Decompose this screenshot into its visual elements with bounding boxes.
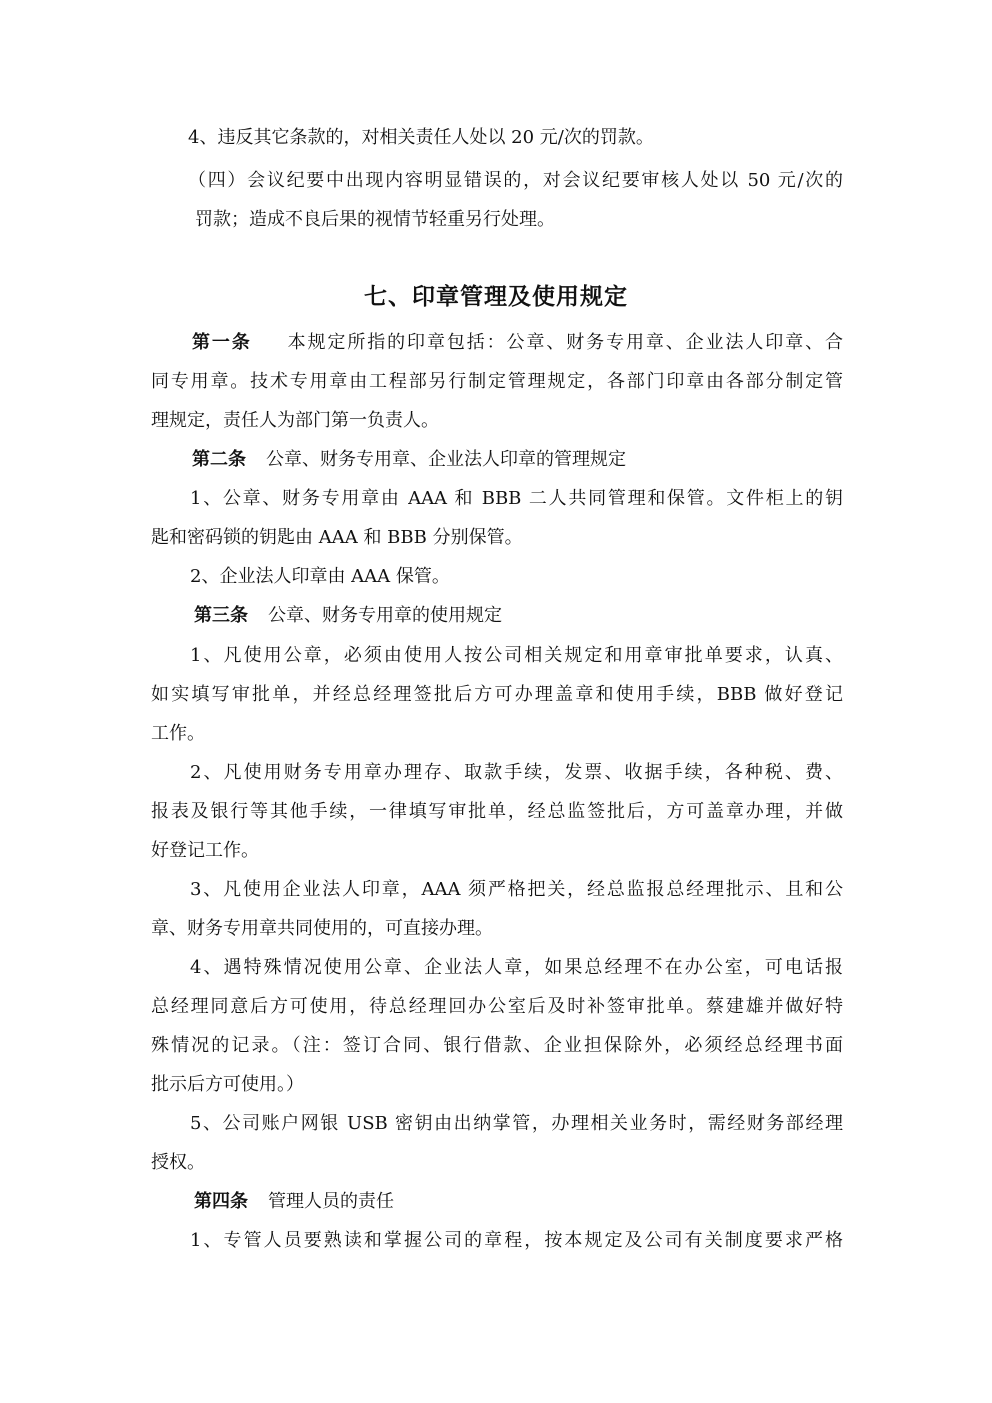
text-line: 2、企业法人印章由 AAA 保管。 [190, 566, 450, 587]
text-line: 5、公司账户网银 USB 密钥由出纳掌管，办理相关业务时，需经财务部经理 [190, 1113, 843, 1134]
text-line: 1、公章、财务专用章由 AAA 和 BBB 二人共同管理和保管。文件柜上的钥 [190, 488, 843, 509]
text-line: 批示后方可使用。） [151, 1074, 304, 1095]
text-line: 好登记工作。 [151, 840, 259, 861]
article-1-line [192, 331, 843, 355]
text-line: 3、凡使用企业法人印章，AAA 须严格把关，经总监报总经理批示、且和公 [190, 879, 843, 900]
text-line: 4、违反其它条款的，对相关责任人处以 20 元/次的罚款。 [188, 127, 654, 148]
text-line: 2、凡使用财务专用章办理存、取款手续，发票、收据手续，各种税、费、 [190, 762, 843, 783]
article-text: 公章、财务专用章的使用规定 [268, 605, 502, 626]
text-line: 工作。 [151, 723, 205, 744]
text-line: 理规定，责任人为部门第一负责人。 [151, 410, 439, 431]
article-label: 第三条 [194, 605, 248, 626]
text-line: 同专用章。技术专用章由工程部另行制定管理规定，各部门印章由各部分制定管 [151, 371, 843, 392]
text-line: 章、财务专用章共同使用的，可直接办理。 [151, 918, 493, 939]
article-2-line [192, 448, 843, 472]
text-line: 报表及银行等其他手续，一律填写审批单，经总监签批后，方可盖章办理，并做 [151, 801, 843, 822]
text-line: 总经理同意后方可使用，待总经理回办公室后及时补签审批单。蔡建雄并做好特 [151, 996, 843, 1017]
article-text: 本规定所指的印章包括：公章、财务专用章、企业法人印章、合 [285, 332, 843, 353]
text-line: 1、专管人员要熟读和掌握公司的章程，按本规定及公司有关制度要求严格 [190, 1230, 843, 1251]
article-text: 管理人员的责任 [268, 1191, 394, 1212]
article-label: 第二条 [192, 449, 246, 470]
article-4-line [194, 1190, 843, 1214]
text-line: 罚款；造成不良后果的视情节轻重另行处理。 [195, 209, 555, 230]
article-label: 第一条 [192, 332, 252, 353]
article-3-line [194, 604, 843, 628]
section-title: 七、印章管理及使用规定 [364, 283, 628, 310]
text-line: 1、凡使用公章，必须由使用人按公司相关规定和用章审批单要求，认真、 [190, 645, 843, 666]
text-line: 殊情况的记录。（注：签订合同、银行借款、企业担保除外，必须经总经理书面 [151, 1035, 843, 1056]
article-label: 第四条 [194, 1191, 248, 1212]
article-text: 公章、财务专用章、企业法人印章的管理规定 [266, 449, 626, 470]
text-line: 匙和密码锁的钥匙由 AAA 和 BBB 分别保管。 [151, 527, 523, 548]
text-line: 4、遇特殊情况使用公章、企业法人章，如果总经理不在办公室，可电话报 [190, 957, 843, 978]
text-line: （四）会议纪要中出现内容明显错误的，对会议纪要审核人处以 50 元/次的 [188, 170, 843, 191]
text-line: 授权。 [151, 1152, 205, 1173]
text-line: 如实填写审批单，并经总经理签批后方可办理盖章和使用手续，BBB 做好登记 [151, 684, 843, 705]
